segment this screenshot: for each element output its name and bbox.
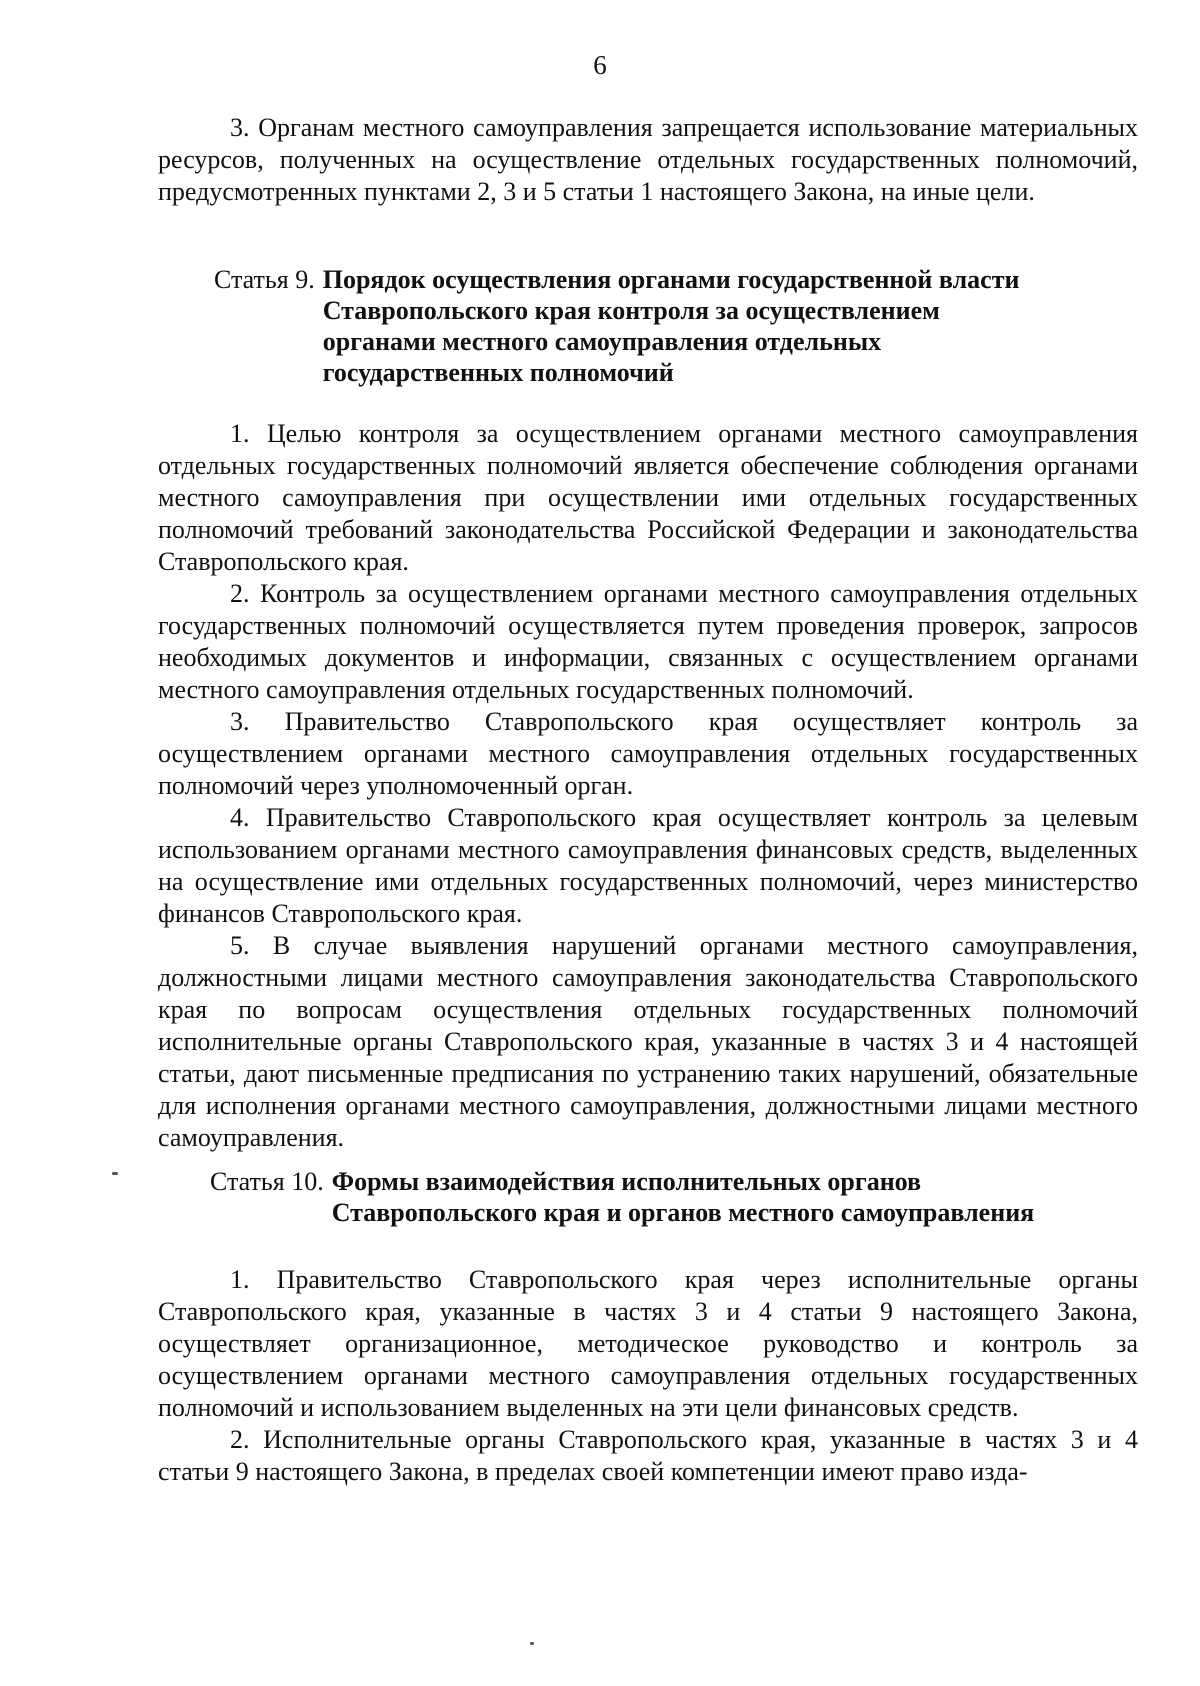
paragraph: 4. Правительство Ставропольского края осуществляет контроль за целевым использованием органами местного самоуправления финансовых средств, выделенных на осуществление ими отдельных государственных полномочий, через министерство финансов Ставропольского края. (158, 803, 1138, 928)
paragraph: 3. Органам местного самоуправления запрещается использование материальных ресурсов, полученных на осуществление отдельных государственных полномочий, предусмотренных пунктами 2, 3 и 5 статьи 1 настоящего Закона, на иные цели. (158, 113, 1138, 206)
article-9-title (323, 264, 1020, 388)
article-9-title-line: Порядок осуществления органами государственной власти (322, 265, 1020, 294)
article-9-label: Статья 9. (214, 265, 315, 294)
article-9-body (158, 418, 1138, 1154)
article-10-label: Статья 10. (210, 1167, 324, 1196)
scan-speck (530, 1642, 534, 1645)
article-9-heading (214, 264, 1019, 388)
intro-section (158, 112, 1138, 208)
article-10-title (332, 1166, 1035, 1228)
paragraph: 3. Правительство Ставропольского края осуществляет контроль за осуществлением органами местного самоуправления отдельных государственных полномочий через уполномоченный орган. (158, 707, 1138, 800)
article-10-title-line: Ставропольского края и органов местного самоуправления (331, 1198, 1035, 1227)
paragraph: 1. Правительство Ставропольского края через исполнительные органы Ставропольского края, указанные в частях 3 и 4 статьи 9 настоящего Закона, осуществляет организационное, методическое руководство и контроль за осуществлением органами местного самоуправления отдельных государственных полномочий и использованием выделенных на эти цели финансовых средств. (158, 1265, 1138, 1422)
article-10-title-line: Формы взаимодействия исполнительных органов (331, 1167, 922, 1196)
article-10-heading (210, 1166, 1034, 1228)
article-10-body (158, 1264, 1138, 1488)
article-9-title-line: Ставропольского края контроля за осуществлением (322, 296, 940, 325)
article-9-title-line: государственных полномочий (322, 358, 674, 387)
page-number: 6 (593, 50, 607, 80)
scan-speck (112, 1172, 118, 1175)
paragraph: 2. Контроль за осуществлением органами местного самоуправления отдельных государственных полномочий осуществляется путем проведения проверок, запросов необходимых документов и информации, связанных с осуществлением органами местного самоуправления отдельных государственных полномочий. (158, 579, 1138, 704)
paragraph: 2. Исполнительные органы Ставропольского края, указанные в частях 3 и 4 статьи 9 настоящего Закона, в пределах своей компетенции имеют право изда- (158, 1425, 1138, 1486)
paragraph: 1. Целью контроля за осуществлением органами местного самоуправления отдельных государственных полномочий является обеспечение соблюдения органами местного самоуправления при осуществлении ими отдельных государственных полномочий требований законодательства Российской Федерации и законодательства Ставропольского края. (158, 419, 1138, 576)
article-9-title-line: органами местного самоуправления отдельных (322, 327, 882, 356)
paragraph: 5. В случае выявления нарушений органами местного самоуправления, должностными лицами местного самоуправления законодательства Ставропольского края по вопросам осуществления отдельных государственных полномочий исполнительные органы Ставропольского края, указанные в частях 3 и 4 настоящей статьи, дают письменные предписания по устранению таких нарушений, обязательные для исполнения органами местного самоуправления, должностными лицами местного самоуправления. (158, 931, 1138, 1152)
